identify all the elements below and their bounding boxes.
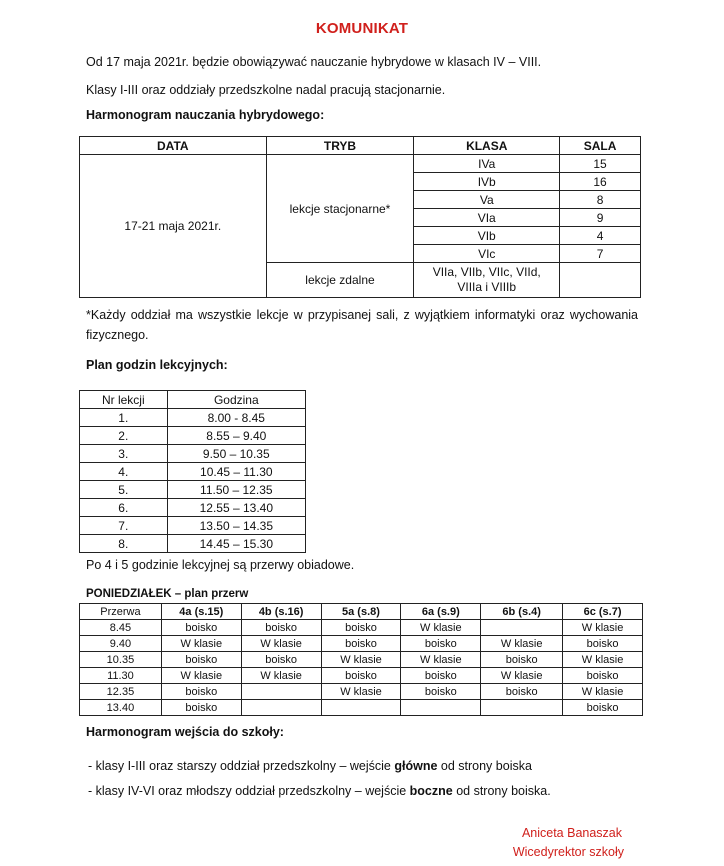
header-6a: 6a (s.9): [401, 604, 481, 620]
break-cell: W klasie: [161, 668, 241, 684]
entry-heading: Harmonogram wejścia do szkoły:: [86, 725, 284, 739]
header-4b: 4b (s.16): [241, 604, 321, 620]
break-cell: boisko: [563, 700, 643, 716]
table-header-row: [80, 137, 641, 155]
sala-cell: 4: [560, 227, 641, 245]
entry-item-1: [88, 759, 532, 773]
break-cell: W klasie: [401, 620, 481, 636]
table-header-row: [80, 604, 643, 620]
break-time: 11.30: [80, 668, 162, 684]
break-cell: [241, 684, 321, 700]
intro-line-2: Klasy I-III oraz oddziały przedszkolne nadal pracują stacjonarnie.: [86, 83, 446, 97]
klasa-cell: VIb: [414, 227, 560, 245]
break-time: 13.40: [80, 700, 162, 716]
signature-role: Wicedyrektor szkoły: [512, 845, 624, 859]
remote-classes-line-2: VIIIa i VIIIb: [457, 280, 517, 294]
schedule-table: [79, 390, 306, 553]
entry-item-2-bold: boczne: [409, 784, 453, 798]
break-time: 12.35: [80, 684, 162, 700]
break-cell: boisko: [321, 620, 401, 636]
sala-cell: 8: [560, 191, 641, 209]
table-header-row: [80, 391, 306, 409]
signature-name: Aniceta Banaszak: [521, 826, 622, 840]
klasa-cell: VIc: [414, 245, 560, 263]
break-cell: [321, 700, 401, 716]
mode-stationary-cell: lekcje stacjonarne*: [266, 155, 414, 263]
table-row: [80, 409, 306, 427]
break-cell: W klasie: [481, 668, 563, 684]
lesson-nr: 7.: [80, 517, 168, 535]
break-cell: W klasie: [321, 684, 401, 700]
header-5a: 5a (s.8): [321, 604, 401, 620]
break-cell: [481, 700, 563, 716]
lesson-nr: 8.: [80, 535, 168, 553]
break-cell: boisko: [563, 668, 643, 684]
table-row: [80, 636, 643, 652]
break-cell: boisko: [321, 636, 401, 652]
break-cell: boisko: [241, 620, 321, 636]
breaks-table: [79, 603, 643, 716]
break-cell: boisko: [481, 684, 563, 700]
lesson-nr: 4.: [80, 463, 168, 481]
table-row: [80, 155, 641, 173]
table-row: [80, 700, 643, 716]
lesson-time: 9.50 – 10.35: [167, 445, 305, 463]
header-4a: 4a (s.15): [161, 604, 241, 620]
page-title: KOMUNIKAT: [315, 20, 409, 37]
entry-item-2: [88, 784, 551, 798]
break-cell: [401, 700, 481, 716]
mode-remote-cell: lekcje zdalne: [266, 263, 414, 298]
break-cell: W klasie: [563, 620, 643, 636]
break-cell: boisko: [161, 684, 241, 700]
hybrid-heading: Harmonogram nauczania hybrydowego:: [86, 108, 325, 122]
table-row: [80, 684, 643, 700]
klasa-cell: Va: [414, 191, 560, 209]
break-cell: boisko: [481, 652, 563, 668]
break-cell: W klasie: [321, 652, 401, 668]
break-cell: boisko: [241, 652, 321, 668]
table-row: [80, 499, 306, 517]
lunch-note: Po 4 i 5 godzinie lekcyjnej są przerwy obiadowe.: [86, 558, 355, 572]
lesson-nr: 3.: [80, 445, 168, 463]
klasa-cell: VIa: [414, 209, 560, 227]
break-cell: W klasie: [563, 652, 643, 668]
lesson-time: 11.50 – 12.35: [167, 481, 305, 499]
header-klasa: KLASA: [414, 137, 560, 155]
klasa-cell: IVa: [414, 155, 560, 173]
sala-cell: 9: [560, 209, 641, 227]
break-cell: W klasie: [401, 652, 481, 668]
break-cell: W klasie: [481, 636, 563, 652]
break-cell: W klasie: [241, 668, 321, 684]
schedule-heading: Plan godzin lekcyjnych:: [86, 358, 228, 372]
lesson-nr: 1.: [80, 409, 168, 427]
break-time: 9.40: [80, 636, 162, 652]
header-6b: 6b (s.4): [481, 604, 563, 620]
header-data: DATA: [80, 137, 267, 155]
lesson-nr: 6.: [80, 499, 168, 517]
hybrid-note: *Każdy oddział ma wszystkie lekcje w przypisanej sali, z wyjątkiem informatyki oraz wychowania fizycznego.: [86, 308, 638, 342]
table-row: [80, 652, 643, 668]
intro-line-1: Od 17 maja 2021r. będzie obowiązywać nauczanie hybrydowe w klasach IV – VIII.: [86, 55, 542, 69]
entry-item-1-text: - klasy I-III oraz starszy oddział przedszkolny – wejście: [88, 759, 395, 773]
sala-cell: 7: [560, 245, 641, 263]
break-cell: [481, 620, 563, 636]
header-6c: 6c (s.7): [563, 604, 643, 620]
table-row: [80, 445, 306, 463]
break-cell: boisko: [401, 668, 481, 684]
lesson-time: 8.00 - 8.45: [167, 409, 305, 427]
break-time: 10.35: [80, 652, 162, 668]
date-cell: 17-21 maja 2021r.: [80, 155, 267, 298]
breaks-heading: PONIEDZIAŁEK – plan przerw: [86, 588, 249, 600]
entry-item-1-end: od strony boiska: [437, 759, 532, 773]
header-przerwa: Przerwa: [80, 604, 162, 620]
remote-sala-cell: [560, 263, 641, 298]
lesson-time: 8.55 – 9.40: [167, 427, 305, 445]
break-time: 8.45: [80, 620, 162, 636]
break-cell: W klasie: [161, 636, 241, 652]
header-sala: SALA: [560, 137, 641, 155]
header-tryb: TRYB: [266, 137, 414, 155]
table-row: [80, 463, 306, 481]
entry-item-2-end: od strony boiska.: [452, 784, 551, 798]
table-row: [80, 517, 306, 535]
break-cell: W klasie: [241, 636, 321, 652]
table-row: [80, 535, 306, 553]
lesson-time: 14.45 – 15.30: [167, 535, 305, 553]
lesson-nr: 5.: [80, 481, 168, 499]
table-row: [80, 620, 643, 636]
header-nr: Nr lekcji: [80, 391, 168, 409]
lesson-time: 10.45 – 11.30: [167, 463, 305, 481]
break-cell: boisko: [563, 636, 643, 652]
sala-cell: 15: [560, 155, 641, 173]
table-row: [80, 668, 643, 684]
break-cell: boisko: [401, 636, 481, 652]
lesson-time: 13.50 – 14.35: [167, 517, 305, 535]
entry-item-1-bold: główne: [394, 759, 438, 773]
break-cell: [241, 700, 321, 716]
entry-item-2-text: - klasy IV-VI oraz młodszy oddział przedszkolny – wejście: [88, 784, 410, 798]
break-cell: boisko: [161, 652, 241, 668]
table-row: [80, 481, 306, 499]
header-godzina: Godzina: [167, 391, 305, 409]
lesson-nr: 2.: [80, 427, 168, 445]
remote-classes-line-1: VIIa, VIIb, VIIc, VIId,: [432, 265, 541, 279]
remote-classes-cell: [414, 263, 560, 298]
break-cell: boisko: [401, 684, 481, 700]
break-cell: boisko: [161, 700, 241, 716]
break-cell: W klasie: [563, 684, 643, 700]
lesson-time: 12.55 – 13.40: [167, 499, 305, 517]
break-cell: boisko: [161, 620, 241, 636]
klasa-cell: IVb: [414, 173, 560, 191]
hybrid-table: [79, 136, 641, 298]
break-cell: boisko: [321, 668, 401, 684]
sala-cell: 16: [560, 173, 641, 191]
table-row: [80, 427, 306, 445]
